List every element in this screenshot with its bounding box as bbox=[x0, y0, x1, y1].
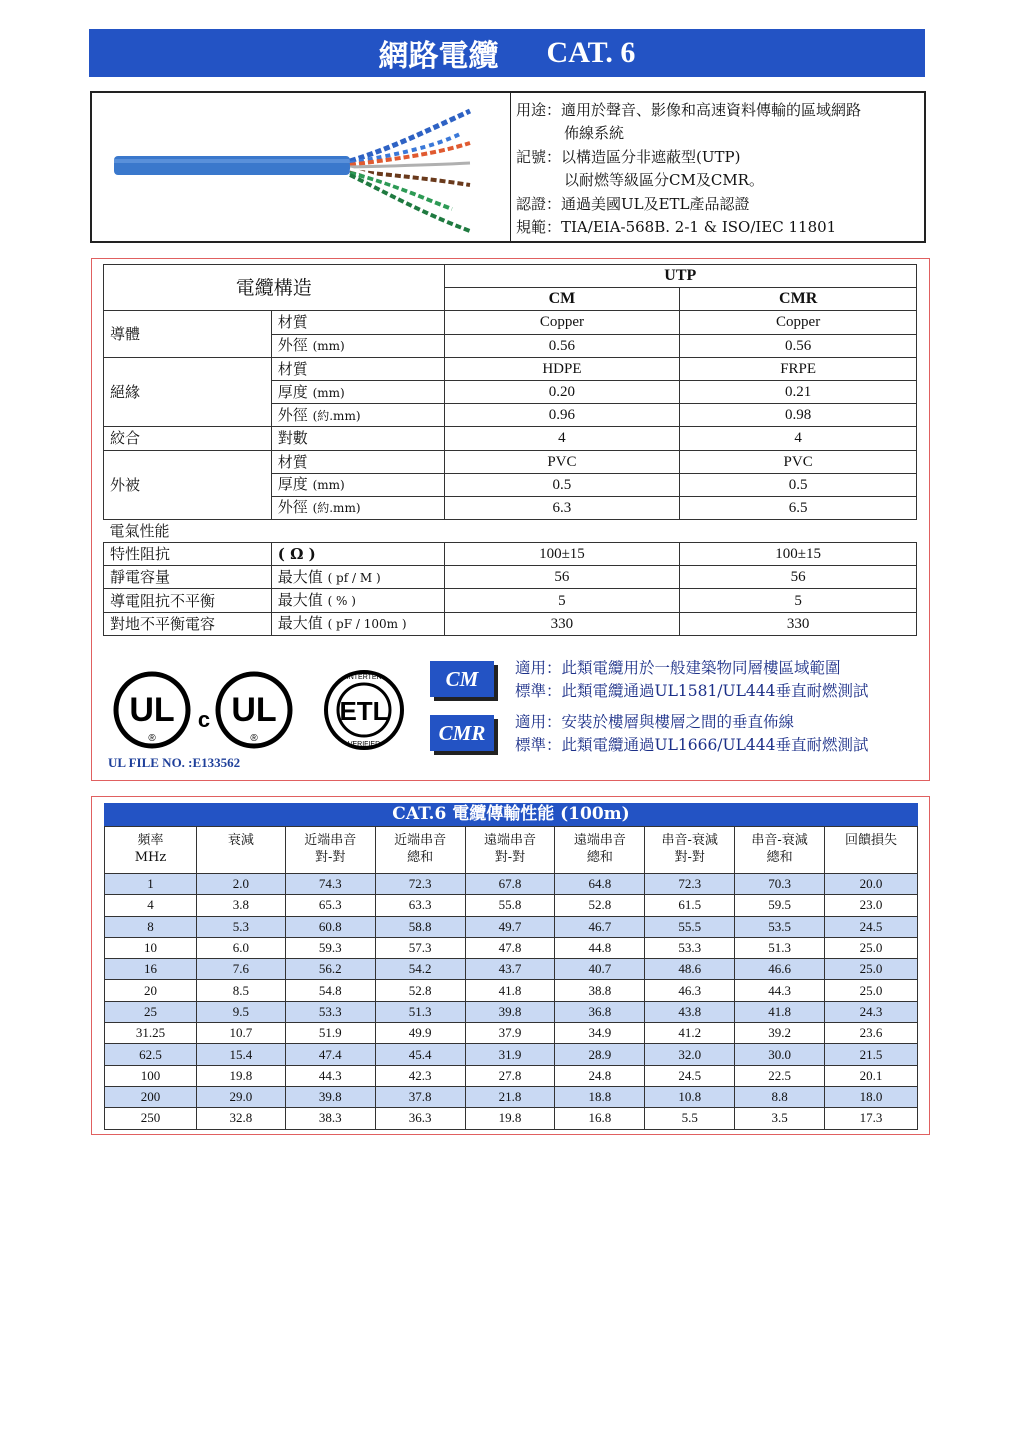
table-cell: 24.3 bbox=[825, 1001, 918, 1022]
table-cell: 20.1 bbox=[825, 1065, 918, 1086]
table-row bbox=[105, 1001, 918, 1022]
spec-item bbox=[271, 496, 444, 519]
perf-col-header bbox=[735, 827, 825, 874]
table-cell: 39.8 bbox=[285, 1086, 375, 1107]
cm-note bbox=[515, 657, 868, 703]
table-row bbox=[105, 1108, 918, 1129]
table-cell: 29.0 bbox=[196, 1086, 285, 1107]
table-row bbox=[105, 916, 918, 937]
perf-col-header-line2: 總和 bbox=[586, 850, 613, 865]
table-cell: 28.9 bbox=[555, 1044, 645, 1065]
table-cell: 24.8 bbox=[555, 1065, 645, 1086]
table-cell: 34.9 bbox=[555, 1023, 645, 1044]
table-cell: 61.5 bbox=[645, 895, 735, 916]
table-cell: 58.8 bbox=[375, 916, 465, 937]
table-cell: 62.5 bbox=[105, 1044, 197, 1065]
table-cell: 25.0 bbox=[825, 937, 918, 958]
table-cell: 20 bbox=[105, 980, 197, 1001]
spec-table bbox=[103, 264, 917, 636]
spec-cm-value: PVC bbox=[444, 450, 680, 473]
perf-col-header bbox=[465, 827, 555, 874]
table-cell: 4 bbox=[105, 895, 197, 916]
elec-name: 對地不平衡電容 bbox=[104, 612, 272, 635]
elec-item-unit: ( pF / 100m ) bbox=[327, 617, 407, 632]
table-cell: 2.0 bbox=[196, 874, 285, 895]
certification-line: 認證：通過美國UL及ETL產品認證 bbox=[516, 194, 750, 213]
table-cell: 3.5 bbox=[735, 1108, 825, 1129]
table-cell: 54.2 bbox=[375, 959, 465, 980]
construction-header: 電纜構造 bbox=[104, 265, 445, 311]
table-cell: 46.7 bbox=[555, 916, 645, 937]
table-cell: 21.8 bbox=[465, 1086, 555, 1107]
table-cell: 49.9 bbox=[375, 1023, 465, 1044]
cul-registered-mark: ® bbox=[250, 733, 258, 744]
perf-col-header-line1: 遠端串音 bbox=[483, 833, 536, 848]
perf-col-header-line1: 近端串音 bbox=[304, 833, 357, 848]
table-cell: 10.8 bbox=[645, 1086, 735, 1107]
spec-cm-value: HDPE bbox=[444, 357, 680, 380]
table-cell: 54.8 bbox=[285, 980, 375, 1001]
elec-name: 導電阻抗不平衡 bbox=[104, 589, 272, 612]
elec-item-label: 最大值 bbox=[277, 591, 323, 610]
electrical-label: 電氣性能 bbox=[104, 520, 917, 543]
spec-cm-value: Copper bbox=[444, 311, 680, 334]
performance-table bbox=[104, 826, 918, 1130]
table-cell: 1 bbox=[105, 874, 197, 895]
table-cell: 20.0 bbox=[825, 874, 918, 895]
table-row bbox=[105, 1044, 918, 1065]
cmr-note-usage: 適用：安裝於樓層與樓層之間的垂直佈線 bbox=[515, 713, 795, 731]
table-cell: 23.6 bbox=[825, 1023, 918, 1044]
etl-intertek-text: INTERTEK bbox=[346, 674, 382, 681]
table-cell: 51.3 bbox=[375, 1001, 465, 1022]
table-cell: 60.8 bbox=[285, 916, 375, 937]
table-cell: 47.4 bbox=[285, 1044, 375, 1065]
elec-cm-value: 330 bbox=[444, 612, 680, 635]
perf-col-header bbox=[645, 827, 735, 874]
group-twist: 絞合 bbox=[104, 427, 272, 450]
spec-cmr-value: 4 bbox=[680, 427, 917, 450]
spec-item-label: 材質 bbox=[277, 359, 308, 378]
table-cell: 100 bbox=[105, 1065, 197, 1086]
table-cell: 31.25 bbox=[105, 1023, 197, 1044]
elec-item-label: 最大值 bbox=[277, 567, 323, 586]
perf-col-header-line2: 總和 bbox=[407, 850, 434, 865]
perf-col-header-line1: 串音-衰減 bbox=[751, 833, 808, 848]
spec-item bbox=[271, 357, 444, 380]
table-row bbox=[105, 937, 918, 958]
table-cell: 6.0 bbox=[196, 937, 285, 958]
cm-note-usage: 適用：此類電纜用於一般建築物同層樓區域範圍 bbox=[515, 659, 841, 677]
marking-line-2: 以耐燃等級區分CM及CMR。 bbox=[564, 171, 764, 190]
elec-item-label: 最大值 bbox=[277, 614, 323, 633]
utp-header: UTP bbox=[444, 265, 916, 288]
table-row bbox=[105, 1023, 918, 1044]
spec-item bbox=[271, 380, 444, 403]
table-cell: 31.9 bbox=[465, 1044, 555, 1065]
spec-item-label: 材質 bbox=[277, 313, 308, 332]
table-row bbox=[105, 1065, 918, 1086]
spec-item-unit: (mm) bbox=[312, 478, 345, 493]
table-cell: 7.6 bbox=[196, 959, 285, 980]
cul-logo-text: UL bbox=[231, 691, 277, 729]
table-cell: 17.3 bbox=[825, 1108, 918, 1129]
table-cell: 30.0 bbox=[735, 1044, 825, 1065]
table-cell: 72.3 bbox=[375, 874, 465, 895]
ul-file-number: UL FILE NO. :E133562 bbox=[108, 755, 241, 770]
elec-name: 特性阻抗 bbox=[104, 543, 272, 566]
table-cell: 5.5 bbox=[645, 1108, 735, 1129]
spec-cm-value: 0.96 bbox=[444, 404, 680, 427]
perf-col-header bbox=[825, 827, 918, 874]
table-cell: 47.8 bbox=[465, 937, 555, 958]
spec-item bbox=[271, 334, 444, 357]
table-cell: 72.3 bbox=[645, 874, 735, 895]
elec-cmr-value: 330 bbox=[680, 612, 917, 635]
table-cell: 10 bbox=[105, 937, 197, 958]
table-row bbox=[105, 959, 918, 980]
table-cell: 18.0 bbox=[825, 1086, 918, 1107]
table-cell: 200 bbox=[105, 1086, 197, 1107]
perf-col-header-line1: 串音-衰減 bbox=[661, 833, 718, 848]
spec-cmr-value: 0.98 bbox=[680, 404, 917, 427]
spec-cm-value: 4 bbox=[444, 427, 680, 450]
table-cell: 59.5 bbox=[735, 895, 825, 916]
elec-cm-value: 100±15 bbox=[444, 543, 680, 566]
spec-item bbox=[271, 450, 444, 473]
etl-logo bbox=[326, 672, 402, 748]
table-cell: 18.8 bbox=[555, 1086, 645, 1107]
elec-item-unit: ( pf / M ) bbox=[327, 570, 381, 585]
table-cell: 32.0 bbox=[645, 1044, 735, 1065]
cmr-note bbox=[515, 711, 868, 757]
table-cell: 57.3 bbox=[375, 937, 465, 958]
standard-line: 規範：TIA/EIA-568B. 2-1 & ISO/IEC 11801 bbox=[516, 218, 837, 237]
performance-header-row bbox=[105, 827, 918, 874]
perf-col-header-line2: 對-對 bbox=[315, 850, 346, 865]
table-cell: 8 bbox=[105, 916, 197, 937]
table-cell: 46.6 bbox=[735, 959, 825, 980]
spec-cmr-value: 0.21 bbox=[680, 380, 917, 403]
cul-c-text: c bbox=[197, 707, 211, 732]
perf-col-header bbox=[375, 827, 465, 874]
table-cell: 37.9 bbox=[465, 1023, 555, 1044]
table-cell: 44.3 bbox=[735, 980, 825, 1001]
table-cell: 74.3 bbox=[285, 874, 375, 895]
intro-box bbox=[90, 91, 926, 243]
page-title-zh: 網路電纜 bbox=[378, 39, 499, 74]
perf-col-header-line2: 對-對 bbox=[494, 850, 526, 865]
table-cell: 49.7 bbox=[465, 916, 555, 937]
ul-logo bbox=[116, 674, 188, 746]
title-bar bbox=[89, 29, 925, 77]
table-cell: 5.3 bbox=[196, 916, 285, 937]
perf-col-header-line1: 衰減 bbox=[227, 833, 254, 848]
elec-cm-value: 5 bbox=[444, 589, 680, 612]
group-jacket: 外被 bbox=[104, 450, 272, 520]
table-cell: 48.6 bbox=[645, 959, 735, 980]
perf-col-header-line1: 頻率 bbox=[137, 833, 164, 848]
elec-item-unit: ( % ) bbox=[327, 594, 356, 609]
table-row bbox=[105, 895, 918, 916]
table-cell: 8.8 bbox=[735, 1086, 825, 1107]
spec-cm-value: 0.56 bbox=[444, 334, 680, 357]
spec-item-label: 外徑 bbox=[277, 405, 308, 424]
table-cell: 51.3 bbox=[735, 937, 825, 958]
elec-cmr-value: 56 bbox=[680, 566, 917, 589]
spec-section bbox=[91, 258, 930, 781]
table-cell: 52.8 bbox=[555, 895, 645, 916]
table-cell: 36.8 bbox=[555, 1001, 645, 1022]
spec-cmr-value: Copper bbox=[680, 311, 917, 334]
table-cell: 19.8 bbox=[465, 1108, 555, 1129]
elec-cm-value: 56 bbox=[444, 566, 680, 589]
page-title-en: CAT. 6 bbox=[546, 36, 636, 69]
perf-col-header bbox=[555, 827, 645, 874]
spec-cmr-value: 0.5 bbox=[680, 473, 917, 496]
table-cell: 39.8 bbox=[465, 1001, 555, 1022]
table-cell: 25.0 bbox=[825, 959, 918, 980]
table-cell: 39.2 bbox=[735, 1023, 825, 1044]
table-cell: 24.5 bbox=[645, 1065, 735, 1086]
table-cell: 44.3 bbox=[285, 1065, 375, 1086]
table-cell: 41.8 bbox=[735, 1001, 825, 1022]
spec-item-label: 厚度 bbox=[277, 382, 308, 401]
table-cell: 53.5 bbox=[735, 916, 825, 937]
cm-badge: CM bbox=[430, 661, 494, 697]
perf-col-header bbox=[105, 827, 197, 874]
ul-logo-text: UL bbox=[129, 691, 175, 729]
table-cell: 8.5 bbox=[196, 980, 285, 1001]
perf-col-header-line2: MHz bbox=[134, 850, 167, 865]
table-row bbox=[105, 1086, 918, 1107]
elec-name: 靜電容量 bbox=[104, 566, 272, 589]
etl-logo-text: ETL bbox=[339, 696, 389, 726]
table-cell: 10.7 bbox=[196, 1023, 285, 1044]
table-cell: 25.0 bbox=[825, 980, 918, 1001]
spec-item-label: 對數 bbox=[277, 429, 308, 448]
spec-item-label: 外徑 bbox=[277, 336, 308, 355]
spec-item bbox=[271, 427, 444, 450]
perf-col-header-line1: 回饋損失 bbox=[845, 833, 898, 848]
table-cell: 56.2 bbox=[285, 959, 375, 980]
spec-cm-value: 6.3 bbox=[444, 496, 680, 519]
elec-item bbox=[271, 566, 444, 589]
usage-line: 用途：適用於聲音、影像和高速資料傳輸的區域網路 bbox=[516, 101, 862, 119]
cm-header: CM bbox=[444, 288, 680, 311]
ul-registered-mark: ® bbox=[148, 733, 156, 744]
table-cell: 70.3 bbox=[735, 874, 825, 895]
table-cell: 21.5 bbox=[825, 1044, 918, 1065]
spec-cm-value: 0.20 bbox=[444, 380, 680, 403]
table-cell: 59.3 bbox=[285, 937, 375, 958]
table-cell: 36.3 bbox=[375, 1108, 465, 1129]
table-cell: 250 bbox=[105, 1108, 197, 1129]
table-cell: 23.0 bbox=[825, 895, 918, 916]
cmr-note-standard: 標準：此類電纜通過UL1666/UL444垂直耐燃測試 bbox=[515, 736, 869, 754]
performance-section bbox=[91, 796, 930, 1135]
spec-cm-value: 0.5 bbox=[444, 473, 680, 496]
table-cell: 27.8 bbox=[465, 1065, 555, 1086]
performance-title: CAT.6 電纜傳輸性能 (100m) bbox=[104, 803, 918, 826]
table-cell: 55.5 bbox=[645, 916, 735, 937]
spec-item bbox=[271, 311, 444, 334]
performance-body bbox=[105, 874, 918, 1130]
spec-item bbox=[271, 473, 444, 496]
elec-item bbox=[271, 612, 444, 635]
elec-cmr-value: 100±15 bbox=[680, 543, 917, 566]
table-cell: 51.9 bbox=[285, 1023, 375, 1044]
table-cell: 32.8 bbox=[196, 1108, 285, 1129]
table-cell: 45.4 bbox=[375, 1044, 465, 1065]
table-cell: 64.8 bbox=[555, 874, 645, 895]
spec-item-unit: (mm) bbox=[312, 339, 345, 354]
usage-line-2: 佈線系統 bbox=[564, 124, 625, 143]
certification-logos bbox=[112, 665, 412, 755]
table-cell: 9.5 bbox=[196, 1001, 285, 1022]
table-cell: 40.7 bbox=[555, 959, 645, 980]
cmr-header: CMR bbox=[680, 288, 917, 311]
table-cell: 38.3 bbox=[285, 1108, 375, 1129]
elec-cmr-value: 5 bbox=[680, 589, 917, 612]
spec-item-label: 材質 bbox=[277, 452, 308, 471]
table-cell: 44.8 bbox=[555, 937, 645, 958]
elec-item bbox=[271, 589, 444, 612]
table-row bbox=[105, 874, 918, 895]
spec-cmr-value: 0.56 bbox=[680, 334, 917, 357]
group-conductor: 導體 bbox=[104, 311, 272, 357]
table-cell: 16 bbox=[105, 959, 197, 980]
spec-item-unit: (約.mm) bbox=[312, 408, 361, 423]
perf-col-header bbox=[285, 827, 375, 874]
table-cell: 19.8 bbox=[196, 1065, 285, 1086]
elec-item: ( Ω ) bbox=[271, 543, 444, 566]
perf-col-header-line1: 近端串音 bbox=[394, 833, 447, 848]
cable-image bbox=[92, 93, 511, 241]
marking-line: 記號：以構造區分非遮蔽型(UTP) bbox=[516, 147, 741, 166]
table-cell: 53.3 bbox=[645, 937, 735, 958]
table-cell: 3.8 bbox=[196, 895, 285, 916]
table-cell: 15.4 bbox=[196, 1044, 285, 1065]
table-cell: 53.3 bbox=[285, 1001, 375, 1022]
table-cell: 46.3 bbox=[645, 980, 735, 1001]
cmr-badge: CMR bbox=[430, 715, 494, 751]
group-insulation: 絕緣 bbox=[104, 357, 272, 427]
table-cell: 41.8 bbox=[465, 980, 555, 1001]
table-cell: 55.8 bbox=[465, 895, 555, 916]
table-cell: 41.2 bbox=[645, 1023, 735, 1044]
table-cell: 43.7 bbox=[465, 959, 555, 980]
perf-col-header-line2: 對-對 bbox=[674, 850, 705, 865]
intro-text bbox=[516, 99, 861, 239]
table-cell: 24.5 bbox=[825, 916, 918, 937]
cm-note-standard: 標準：此類電纜通過UL1581/UL444垂直耐燃測試 bbox=[515, 682, 869, 700]
table-cell: 16.8 bbox=[555, 1108, 645, 1129]
table-cell: 25 bbox=[105, 1001, 197, 1022]
spec-item-unit: (約.mm) bbox=[312, 501, 361, 516]
perf-col-header bbox=[196, 827, 285, 874]
table-cell: 67.8 bbox=[465, 874, 555, 895]
table-row bbox=[105, 980, 918, 1001]
spec-item-unit: (mm) bbox=[312, 385, 345, 400]
table-cell: 38.8 bbox=[555, 980, 645, 1001]
table-cell: 65.3 bbox=[285, 895, 375, 916]
cul-logo bbox=[198, 674, 290, 746]
spec-item-label: 外徑 bbox=[277, 498, 308, 517]
spec-cmr-value: 6.5 bbox=[680, 496, 917, 519]
etl-verified-text: VERIFIED bbox=[347, 741, 381, 748]
table-cell: 42.3 bbox=[375, 1065, 465, 1086]
spec-item-label: 厚度 bbox=[277, 475, 308, 494]
spec-item bbox=[271, 404, 444, 427]
perf-col-header-line1: 遠端串音 bbox=[573, 833, 626, 848]
spec-cmr-value: PVC bbox=[680, 450, 917, 473]
table-cell: 37.8 bbox=[375, 1086, 465, 1107]
table-cell: 52.8 bbox=[375, 980, 465, 1001]
table-cell: 63.3 bbox=[375, 895, 465, 916]
table-cell: 43.8 bbox=[645, 1001, 735, 1022]
spec-cmr-value: FRPE bbox=[680, 357, 917, 380]
perf-col-header-line2: 總和 bbox=[766, 850, 793, 865]
table-cell: 22.5 bbox=[735, 1065, 825, 1086]
